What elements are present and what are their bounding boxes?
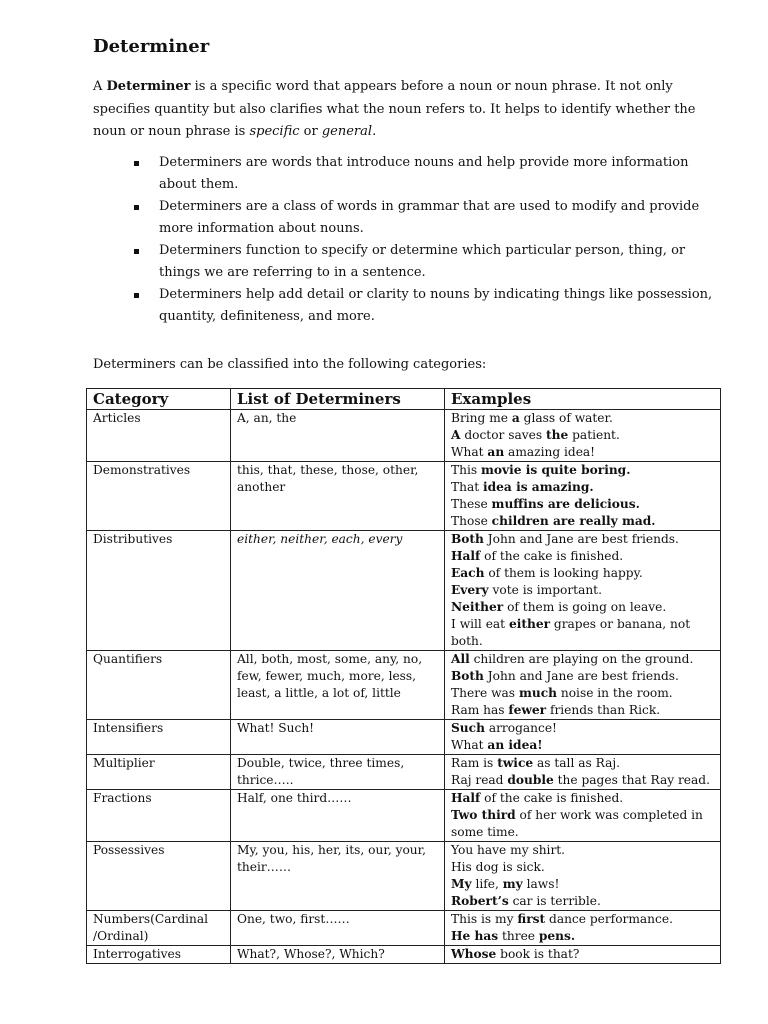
example-run: fewer bbox=[508, 703, 547, 717]
cell-examples bbox=[445, 842, 721, 911]
example-sentence bbox=[451, 668, 715, 685]
table-row bbox=[87, 790, 721, 842]
example-run: I will eat bbox=[451, 617, 509, 631]
table-header-row bbox=[87, 389, 721, 410]
example-run: Both bbox=[451, 669, 484, 683]
table-row bbox=[87, 410, 721, 462]
example-sentence bbox=[451, 893, 715, 910]
example-run: idea is amazing. bbox=[483, 480, 594, 494]
example-sentence bbox=[451, 565, 715, 582]
cell-examples bbox=[445, 651, 721, 720]
cell-category: Multiplier bbox=[87, 755, 231, 790]
example-run: noise in the room. bbox=[556, 686, 673, 700]
example-run: double bbox=[507, 773, 554, 787]
table-row bbox=[87, 651, 721, 720]
example-sentence bbox=[451, 859, 715, 876]
example-sentence bbox=[451, 720, 715, 737]
cell-examples bbox=[445, 755, 721, 790]
example-sentence bbox=[451, 755, 715, 772]
example-sentence bbox=[451, 616, 715, 650]
example-run: muffins are delicious. bbox=[491, 497, 640, 511]
example-sentence bbox=[451, 582, 715, 599]
bullet-text: Determiners are a class of words in grammar that are used to modify and provide more information about nouns. bbox=[159, 199, 700, 236]
example-run: as tall as Raj. bbox=[533, 756, 620, 770]
example-run: doctor saves bbox=[460, 428, 546, 442]
example-sentence bbox=[451, 928, 715, 945]
intro-run: general bbox=[321, 124, 373, 139]
example-run: friends than Rick. bbox=[546, 703, 661, 717]
cell-category: Intensifiers bbox=[87, 720, 231, 755]
cell-category: Demonstratives bbox=[87, 462, 231, 531]
cell-examples bbox=[445, 911, 721, 946]
example-run: arrogance! bbox=[484, 721, 557, 735]
cell-category: Distributives bbox=[87, 531, 231, 651]
example-sentence bbox=[451, 911, 715, 928]
example-run: What bbox=[451, 445, 488, 459]
example-run: dance performance. bbox=[545, 912, 673, 926]
table-row bbox=[87, 720, 721, 755]
example-sentence bbox=[451, 807, 715, 841]
cell-determiner-list: One, two, first…… bbox=[231, 911, 445, 946]
example-sentence bbox=[451, 444, 715, 461]
intro-run: specific bbox=[249, 124, 300, 139]
intro-paragraph bbox=[93, 76, 713, 144]
page-title: Determiner bbox=[93, 36, 210, 57]
example-run: Two third bbox=[451, 808, 516, 822]
header-examples: Examples bbox=[445, 389, 721, 410]
table-row bbox=[87, 462, 721, 531]
cell-examples bbox=[445, 462, 721, 531]
bullet-text: Determiners are words that introduce nouns and help provide more information about them. bbox=[159, 155, 689, 192]
example-sentence bbox=[451, 462, 715, 479]
bullet-list bbox=[93, 152, 713, 328]
example-run: Those bbox=[451, 514, 492, 528]
bullet-square-icon bbox=[134, 205, 139, 210]
example-sentence bbox=[451, 737, 715, 754]
bullet-item bbox=[93, 196, 713, 240]
example-run: pens. bbox=[538, 929, 576, 943]
example-run: Raj read bbox=[451, 773, 508, 787]
bullet-square-icon bbox=[134, 293, 139, 298]
example-run: He has bbox=[451, 929, 499, 943]
example-sentence bbox=[451, 479, 715, 496]
example-run: These bbox=[451, 497, 492, 511]
example-run: This is my bbox=[451, 912, 518, 926]
bullet-square-icon bbox=[134, 249, 139, 254]
example-run: Each bbox=[451, 566, 485, 580]
example-run: of them is looking happy. bbox=[484, 566, 643, 580]
cell-category: Numbers(Cardinal /Ordinal) bbox=[87, 911, 231, 946]
example-sentence bbox=[451, 496, 715, 513]
intro-run: is a specific word that appears before a noun or noun phrase. It not only specifies quantity but also clarifies what the noun refers to. It helps to identify whether the noun or noun phrase is bbox=[93, 79, 696, 139]
categories-intro: Determiners can be classified into the following categories: bbox=[93, 357, 487, 372]
intro-run: or bbox=[299, 124, 322, 139]
example-run: Half bbox=[451, 791, 481, 805]
cell-determiner-list: What! Such! bbox=[231, 720, 445, 755]
bullet-square-icon bbox=[134, 161, 139, 166]
example-run: Such bbox=[451, 721, 485, 735]
intro-run: Determiner bbox=[106, 79, 191, 94]
example-run: of her work was completed in some time. bbox=[451, 808, 703, 839]
example-run: That bbox=[451, 480, 484, 494]
example-sentence bbox=[451, 427, 715, 444]
example-run: John and Jane are best friends. bbox=[483, 532, 679, 546]
cell-category: Interrogatives bbox=[87, 946, 231, 964]
example-run: glass of water. bbox=[519, 411, 613, 425]
example-run: first bbox=[517, 912, 546, 926]
bullet-item bbox=[93, 284, 713, 328]
example-run: laws! bbox=[522, 877, 560, 891]
bullet-item bbox=[93, 240, 713, 284]
example-run: grapes or banana, not both. bbox=[451, 617, 691, 648]
cell-determiner-list: this, that, these, those, other, another bbox=[231, 462, 445, 531]
example-sentence bbox=[451, 946, 715, 963]
cell-determiner-list: All, both, most, some, any, no, few, fewer, much, more, less, least, a little, a lot of, little bbox=[231, 651, 445, 720]
bullet-text: Determiners help add detail or clarity to nouns by indicating things like possession, quantity, definiteness, and more. bbox=[159, 287, 713, 324]
example-run: of the cake is finished. bbox=[480, 549, 624, 563]
cell-category: Quantifiers bbox=[87, 651, 231, 720]
table-row bbox=[87, 911, 721, 946]
example-run: Ram is bbox=[451, 756, 498, 770]
cell-examples bbox=[445, 531, 721, 651]
example-run: What bbox=[451, 738, 488, 752]
example-sentence bbox=[451, 772, 715, 789]
example-run: Bring me bbox=[451, 411, 512, 425]
example-run: amazing idea! bbox=[504, 445, 596, 459]
example-sentence bbox=[451, 842, 715, 859]
example-run: either bbox=[508, 617, 551, 631]
example-sentence bbox=[451, 651, 715, 668]
example-run: All bbox=[451, 652, 470, 666]
example-run: three bbox=[498, 929, 539, 943]
cell-category: Articles bbox=[87, 410, 231, 462]
example-sentence bbox=[451, 790, 715, 807]
cell-determiner-list: What?, Whose?, Which? bbox=[231, 946, 445, 964]
example-run: twice bbox=[497, 756, 534, 770]
table-row bbox=[87, 946, 721, 964]
intro-run: . bbox=[372, 124, 377, 139]
example-run: This bbox=[451, 463, 482, 477]
example-run: the pages that Ray read. bbox=[553, 773, 710, 787]
example-run: Both bbox=[451, 532, 484, 546]
bullet-text: Determiners function to specify or determine which particular person, thing, or things we are referring to in a sentence. bbox=[159, 243, 686, 280]
example-run: of the cake is finished. bbox=[480, 791, 624, 805]
cell-category: Possessives bbox=[87, 842, 231, 911]
example-run: His dog is sick. bbox=[451, 860, 545, 874]
intro-run: A bbox=[93, 79, 107, 94]
example-run: the bbox=[546, 428, 569, 442]
example-run: Neither bbox=[451, 600, 504, 614]
example-run: Ram has bbox=[451, 703, 509, 717]
example-sentence bbox=[451, 513, 715, 530]
example-run: book is that? bbox=[496, 947, 580, 961]
example-run: John and Jane are best friends. bbox=[483, 669, 679, 683]
example-run: Half bbox=[451, 549, 481, 563]
cell-examples bbox=[445, 790, 721, 842]
example-run: an idea! bbox=[487, 738, 543, 752]
example-run: patient. bbox=[568, 428, 620, 442]
cell-determiner-list: Half, one third…… bbox=[231, 790, 445, 842]
example-run: movie is quite boring. bbox=[481, 463, 631, 477]
example-sentence bbox=[451, 702, 715, 719]
example-run: my bbox=[502, 877, 523, 891]
example-sentence bbox=[451, 548, 715, 565]
example-run: There was bbox=[451, 686, 519, 700]
example-run: of them is going on leave. bbox=[503, 600, 667, 614]
table-row bbox=[87, 755, 721, 790]
cell-determiner-list: Double, twice, three times, thrice….. bbox=[231, 755, 445, 790]
cell-category: Fractions bbox=[87, 790, 231, 842]
example-run: life, bbox=[471, 877, 503, 891]
header-list: List of Determiners bbox=[231, 389, 445, 410]
example-run: You have my shirt. bbox=[451, 843, 566, 857]
example-run: children are playing on the ground. bbox=[469, 652, 694, 666]
cell-examples bbox=[445, 720, 721, 755]
header-category: Category bbox=[87, 389, 231, 410]
cell-determiner-list: either, neither, each, every bbox=[231, 531, 445, 651]
example-run: My bbox=[451, 877, 472, 891]
example-run: much bbox=[518, 686, 557, 700]
example-sentence bbox=[451, 410, 715, 427]
example-sentence bbox=[451, 531, 715, 548]
example-run: Every bbox=[451, 583, 489, 597]
cell-determiner-list: My, you, his, her, its, our, your, their…… bbox=[231, 842, 445, 911]
example-run: A bbox=[451, 428, 461, 442]
example-run: a bbox=[511, 411, 520, 425]
cell-examples bbox=[445, 946, 721, 964]
determiners-table bbox=[86, 388, 721, 964]
cell-examples bbox=[445, 410, 721, 462]
example-run: car is terrible. bbox=[508, 894, 601, 908]
example-run: an bbox=[487, 445, 505, 459]
example-sentence bbox=[451, 876, 715, 893]
bullet-item bbox=[93, 152, 713, 196]
example-sentence bbox=[451, 599, 715, 616]
example-run: Robert’s bbox=[451, 894, 509, 908]
table-row bbox=[87, 531, 721, 651]
example-run: vote is important. bbox=[488, 583, 602, 597]
table-row bbox=[87, 842, 721, 911]
example-run: Whose bbox=[451, 947, 497, 961]
cell-determiner-list: A, an, the bbox=[231, 410, 445, 462]
example-sentence bbox=[451, 685, 715, 702]
example-run: children are really mad. bbox=[491, 514, 656, 528]
